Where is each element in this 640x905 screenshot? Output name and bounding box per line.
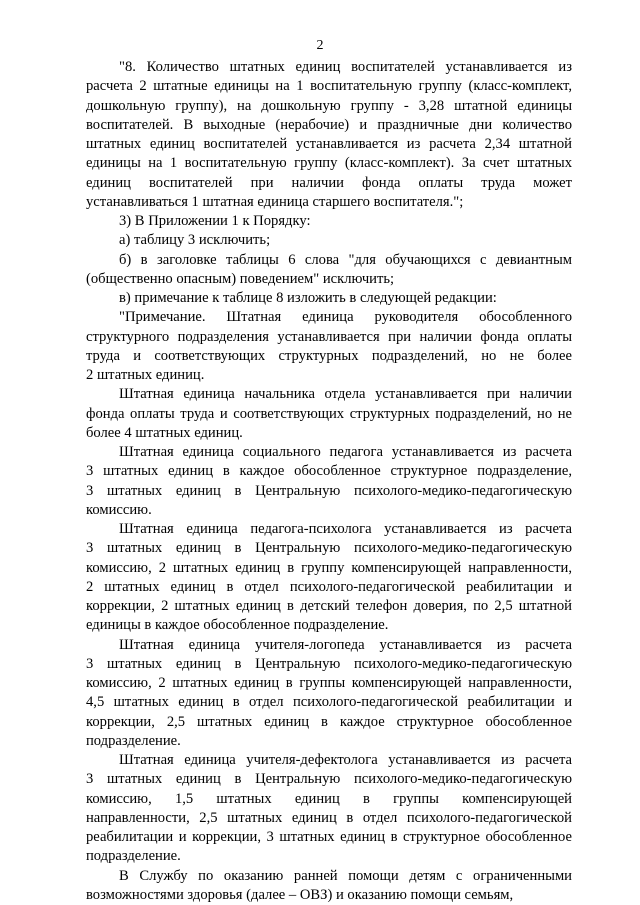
text-line: 3 штатных единиц в Центральную психолого-медико-педагогическую xyxy=(86,655,572,672)
paragraph xyxy=(86,212,572,231)
text-line: В Службу по оказанию ранней помощи детям с ограниченными xyxy=(119,867,572,884)
text-line: единицы в каждое обособленное подразделение. xyxy=(86,617,389,634)
text-line: единицы на 1 воспитательную группу (класс-комплект). За счет штатных xyxy=(86,155,572,172)
text-line: труда и соответствующих структурных подразделений, но не более xyxy=(86,347,572,364)
text-line: Штатная единица учителя-логопеда устанавливается из расчета xyxy=(119,636,572,653)
text-line: фонда оплаты труда и соответствующих структурных подразделений, но не xyxy=(86,405,572,422)
text-line: единиц воспитателей при наличии фонда оплаты труда может xyxy=(86,174,572,191)
text-line: б) в заголовке таблицы 6 слова "для обучающихся с девиантным xyxy=(119,251,572,268)
text-line: подразделение. xyxy=(86,848,181,865)
text-line: коррекции, 2 штатных единиц в детский телефон доверия, по 2,5 штатной xyxy=(86,598,572,614)
text-line: в) примечание к таблице 8 изложить в следующей редакции: xyxy=(119,290,497,306)
page-number: 2 xyxy=(316,38,324,53)
text-line: Штатная единица учителя-дефектолога устанавливается из расчета xyxy=(119,752,572,768)
text-line: 3 штатных единиц в каждое обособленное структурное подразделение, xyxy=(86,463,572,480)
paragraph xyxy=(86,443,572,520)
paragraph xyxy=(86,251,572,290)
text-line: а) таблицу 3 исключить; xyxy=(119,232,271,249)
text-line: "8. Количество штатных единиц воспитателей устанавливается из xyxy=(119,59,572,75)
text-line: направленности, 2,5 штатных единиц в отдел психолого-педагогической xyxy=(86,809,572,826)
text-line: подразделение. xyxy=(86,732,181,749)
text-line: 3) В Приложении 1 к Порядку: xyxy=(119,213,311,229)
text-line: 3 штатных единиц в Центральную психолого-медико-педагогическую xyxy=(86,771,572,788)
paragraph xyxy=(86,636,572,752)
text-line: возможностями здоровья (далее – ОВЗ) и оказанию помощи семьям, xyxy=(86,886,514,903)
paragraph xyxy=(86,231,572,250)
text-line: коррекции, 2,5 штатных единиц в каждое структурное обособленное xyxy=(86,713,572,730)
text-line: устанавливаться 1 штатная единица старшего воспитателя."; xyxy=(86,193,464,210)
text-line: дошкольную группу), на дошкольную группу - 3,28 штатной единицы xyxy=(86,97,572,114)
text-line: структурного подразделения устанавливается при наличии фонда оплаты xyxy=(86,328,572,345)
text-line: комиссию, 2 штатных единиц в группу компенсирующей направленности, xyxy=(86,559,572,576)
document-body xyxy=(86,58,572,905)
text-line: 4,5 штатных единиц в отдел психолого-педагогической реабилитации и xyxy=(86,694,572,711)
text-line: более 4 штатных единиц. xyxy=(86,424,243,441)
paragraph xyxy=(86,520,572,636)
paragraph xyxy=(86,385,572,443)
paragraph xyxy=(86,289,572,308)
text-line: 2 штатных единиц. xyxy=(86,367,205,383)
text-line: расчета 2 штатные единицы на 1 воспитательную группу (класс-комплект, xyxy=(86,78,572,95)
paragraph xyxy=(86,308,572,385)
text-line: комиссию, 2 штатных единиц в группы компенсирующей направленности, xyxy=(86,675,572,691)
text-line: штатных единиц воспитателей устанавливается из расчета 2,34 штатной xyxy=(86,136,572,152)
text-line: комиссию. xyxy=(86,501,152,518)
text-line: (общественно опасным) поведением" исключить; xyxy=(86,270,395,287)
text-line: комиссию, 1,5 штатных единиц в группы компенсирующей xyxy=(86,790,572,807)
text-line: 2 штатных единиц в отдел психолого-педагогической реабилитации и xyxy=(86,578,572,595)
paragraph xyxy=(86,751,572,867)
text-line: реабилитации и коррекции, 3 штатных единиц в структурное обособленное xyxy=(86,829,572,845)
text-line: Штатная единица социального педагога устанавливается из расчета xyxy=(119,444,572,460)
text-line: Штатная единица педагога-психолога устанавливается из расчета xyxy=(119,521,572,537)
text-line: 3 штатных единиц в Центральную психолого-медико-педагогическую xyxy=(86,540,572,557)
text-line: воспитателей. В выходные (нерабочие) и праздничные дни количество xyxy=(86,116,572,133)
text-line: 3 штатных единиц в Центральную психолого-медико-педагогическую xyxy=(86,482,572,499)
paragraph xyxy=(86,58,572,212)
text-line: Штатная единица начальника отдела устанавливается при наличии xyxy=(119,386,572,403)
text-line: "Примечание. Штатная единица руководителя обособленного xyxy=(119,309,572,326)
paragraph xyxy=(86,867,572,905)
